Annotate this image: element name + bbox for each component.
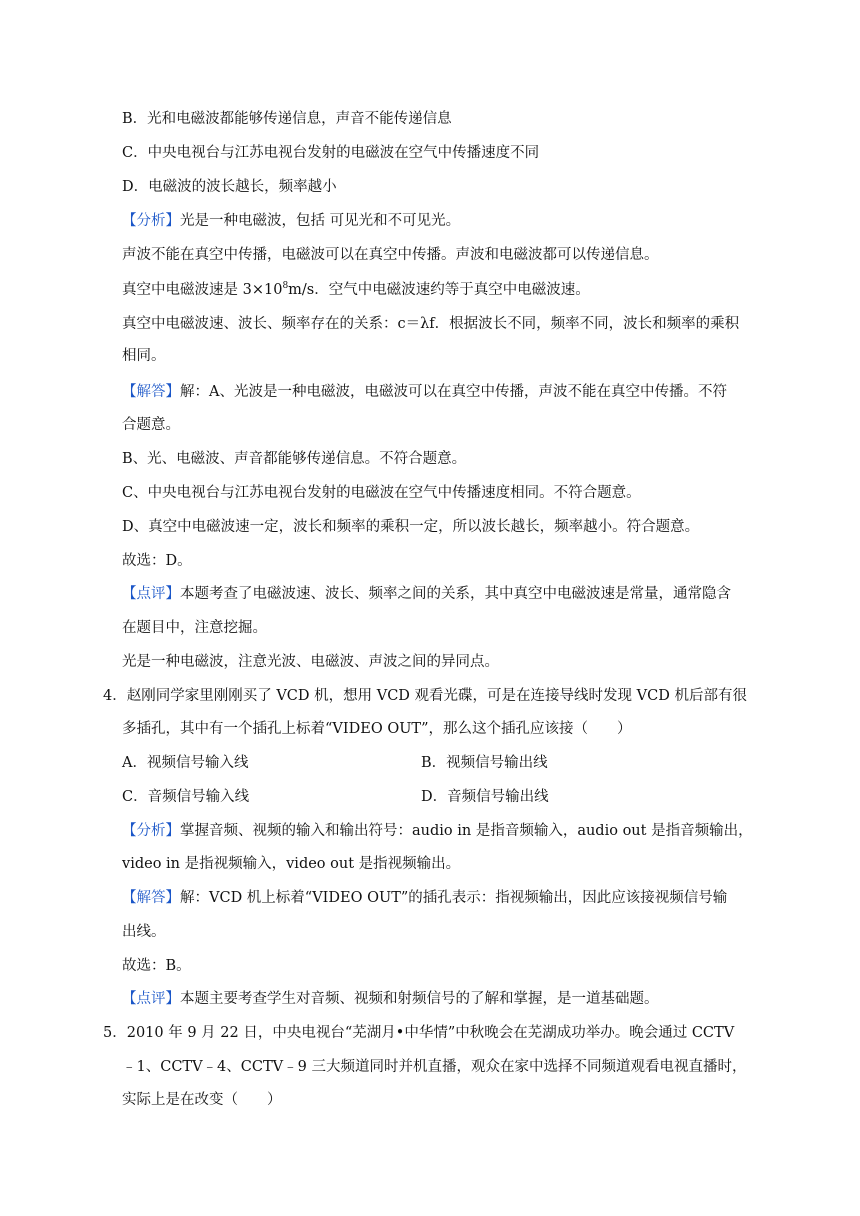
q3-analysis-line-1: 【分析】光是一种电磁波，包括 可见光和不可见光。 [122, 213, 461, 229]
q3-answer-line-3: B、光、电磁波、声音都能够传递信息。不符合题意。 [122, 451, 467, 467]
q4-option-b: B．视频信号输出线 [421, 755, 548, 771]
q3-answer-line-1: 【解答】解：A、光波是一种电磁波，电磁波可以在真空中传播，声波不能在真空中传播。不符 [122, 384, 727, 400]
q3-analysis-line-2: 声波不能在真空中传播，电磁波可以在真空中传播。声波和电磁波都可以传递信息。 [122, 247, 659, 263]
q4-stem-line-2: 多插孔，其中有一个插孔上标着“VIDEO OUT”，那么这个插孔应该接（ ） [122, 721, 632, 737]
analysis-tag: 【分析】 [122, 213, 180, 229]
q3-analysis-line-4: 真空中电磁波速、波长、频率存在的关系：c＝λf．根据波长不同，频率不同，波长和频率的乘积 [122, 316, 740, 332]
q4-answer-line-2: 出线。 [122, 924, 166, 940]
q4-comment-line-1: 【点评】本题主要考查学生对音频、视频和射频信号的了解和掌握，是一道基础题。 [122, 991, 659, 1007]
q3-comment-line-3: 光是一种电磁波，注意光波、电磁波、声波之间的异同点。 [122, 654, 499, 670]
q3-comment-line-2: 在题目中，注意挖掘。 [122, 620, 267, 636]
comment-tag: 【点评】 [122, 586, 180, 602]
q3-analysis-line-3: 真空中电磁波速是 $3\times 10^8m/s$．空气中电磁波速约等于真空中电磁波速。 [122, 281, 590, 298]
q3-option-c: C．中央电视台与江苏电视台发射的电磁波在空气中传播速度不同 [122, 145, 540, 161]
q4-answer-choice: 故选：B。 [122, 958, 191, 974]
q3-option-d: D．电磁波的波长越长，频率越小 [122, 179, 337, 195]
comment-tag: 【点评】 [122, 991, 180, 1007]
q3-answer-line-4: C、中央电视台与江苏电视台发射的电磁波在空气中传播速度相同。不符合题意。 [122, 485, 641, 501]
q5-stem-line-3: 实际上是在改变（ ） [122, 1092, 282, 1108]
q3-comment-line-1: 【点评】本题考查了电磁波速、波长、频率之间的关系，其中真空中电磁波速是常量，通常隐含 [122, 586, 731, 602]
q5-stem-line-1: 5．2010 年 9 月 22 日，中央电视台“芜湖月•中华情”中秋晚会在芜湖成功举办。晚会通过 CCTV [103, 1025, 735, 1041]
exponent: 8 [282, 281, 289, 292]
q4-option-c: C．音频信号输入线 [122, 789, 250, 805]
q3-answer-choice: 故选：D。 [122, 553, 192, 569]
q4-option-d: D．音频信号输出线 [421, 789, 549, 805]
q5-stem-line-2: ﹣1、CCTV﹣4、CCTV﹣9 三大频道同时并机直播，观众在家中选择不同频道观看电视直播时， [122, 1059, 747, 1075]
q4-answer-line-1: 【解答】解：VCD 机上标着“VIDEO OUT”的插孔表示：指视频输出，因此应该接视频信号输 [122, 890, 728, 906]
analysis-tag: 【分析】 [122, 823, 180, 839]
q4-analysis-line-1: 【分析】掌握音频、视频的输入和输出符号：audio in 是指音频输入，audio out 是指音频输出， [122, 823, 753, 839]
q3-option-b: B．光和电磁波都能够传递信息，声音不能传递信息 [122, 111, 452, 127]
q4-stem-line-1: 4．赵刚同学家里刚刚买了 VCD 机，想用 VCD 观看光碟，可是在连接导线时发现 VCD 机后部有很 [103, 688, 747, 704]
q4-option-a: A．视频信号输入线 [122, 755, 249, 771]
q3-answer-line-5: D、真空中电磁波速一定，波长和频率的乘积一定，所以波长越长，频率越小。符合题意。 [122, 519, 700, 535]
q3-answer-line-2: 合题意。 [122, 417, 180, 433]
q3-analysis-line-5: 相同。 [122, 348, 166, 364]
answer-tag: 【解答】 [122, 890, 180, 906]
q4-analysis-line-2: video in 是指视频输入，video out 是指视频输出。 [122, 856, 461, 872]
answer-tag: 【解答】 [122, 384, 180, 400]
